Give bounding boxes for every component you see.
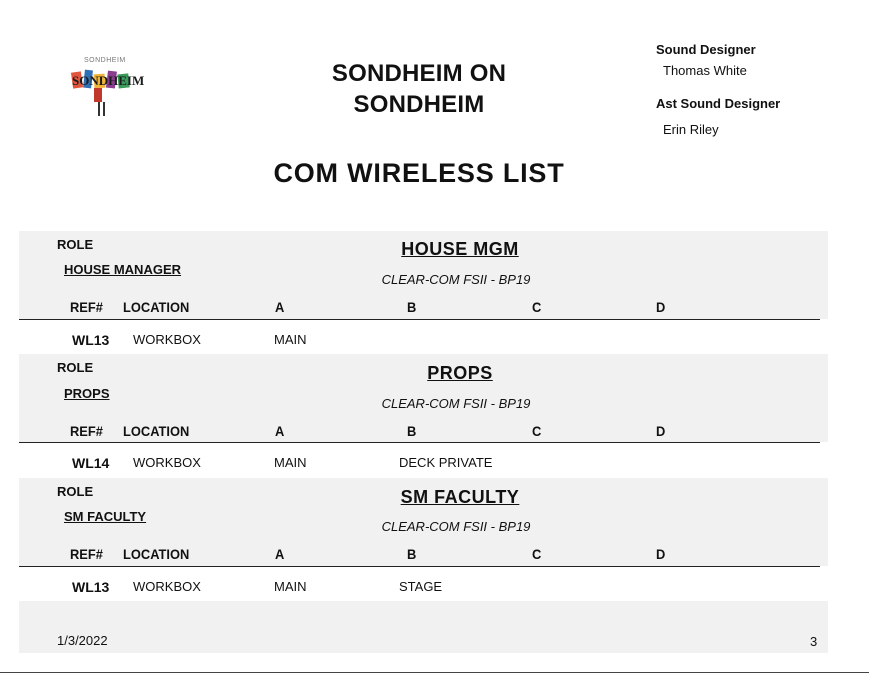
- row-location: WORKBOX: [133, 455, 201, 470]
- ast-sound-designer-name: Erin Riley: [663, 122, 719, 137]
- com-system: CLEAR-COM FSII - BP19: [381, 519, 531, 534]
- sound-designer-name: Thomas White: [663, 63, 747, 78]
- column-header-c: C: [532, 299, 542, 315]
- row-b: STAGE: [399, 579, 443, 594]
- show-logo-art: [54, 50, 146, 122]
- role-label: ROLE: [57, 484, 94, 499]
- row-ref: WL13: [72, 579, 110, 595]
- role-name: SM FACULTY: [64, 509, 147, 524]
- row-ref: WL14: [72, 455, 110, 471]
- row-location: WORKBOX: [133, 579, 201, 594]
- com-system: CLEAR-COM FSII - BP19: [381, 272, 531, 287]
- row-a: MAIN: [274, 455, 307, 470]
- department-title: HOUSE MGM: [401, 239, 519, 259]
- section-divider: [19, 319, 820, 320]
- show-title-line-1: SONDHEIM ON: [331, 60, 507, 87]
- row-a: MAIN: [274, 332, 307, 347]
- column-header-a: A: [275, 546, 285, 562]
- department-title: PROPS: [427, 363, 493, 383]
- sound-designer-label: Sound Designer: [656, 42, 756, 57]
- show-logo: [54, 50, 146, 122]
- column-header-b: B: [407, 546, 417, 562]
- role-name: HOUSE MANAGER: [64, 262, 182, 277]
- show-title: [300, 58, 538, 120]
- role-label: ROLE: [57, 360, 94, 375]
- column-header-c: C: [532, 546, 542, 562]
- column-header-c: C: [532, 423, 542, 439]
- show-title-line-2: SONDHEIM: [353, 91, 485, 118]
- column-header-location: LOCATION: [123, 299, 190, 315]
- section-divider: [19, 442, 820, 443]
- row-b: DECK PRIVATE: [399, 455, 493, 470]
- column-header-location: LOCATION: [123, 546, 190, 562]
- column-header-ref: REF#: [70, 546, 103, 562]
- document-title: COM WIRELESS LIST: [273, 158, 565, 188]
- section-divider: [19, 566, 820, 567]
- page-number: 3: [810, 634, 818, 649]
- column-header-b: B: [407, 299, 417, 315]
- logo-main-text: SONDHEIM: [72, 73, 145, 88]
- footer-band: [19, 601, 828, 653]
- column-header-ref: REF#: [70, 299, 103, 315]
- column-header-a: A: [275, 299, 285, 315]
- row-a: MAIN: [274, 579, 307, 594]
- ast-sound-designer-label: Ast Sound Designer: [656, 96, 781, 111]
- column-header-location: LOCATION: [123, 423, 190, 439]
- column-header-d: D: [656, 546, 666, 562]
- column-header-a: A: [275, 423, 285, 439]
- com-system: CLEAR-COM FSII - BP19: [381, 396, 531, 411]
- role-label: ROLE: [57, 237, 94, 252]
- column-header-ref: REF#: [70, 423, 103, 439]
- role-name: PROPS: [64, 386, 110, 401]
- footer-date: 1/3/2022: [57, 633, 108, 648]
- row-ref: WL13: [72, 332, 110, 348]
- column-header-d: D: [656, 299, 666, 315]
- column-header-d: D: [656, 423, 666, 439]
- logo-top-text: SONDHEIM: [84, 57, 126, 64]
- page-bottom-rule: [0, 672, 869, 673]
- row-location: WORKBOX: [133, 332, 201, 347]
- column-header-b: B: [407, 423, 417, 439]
- department-title: SM FACULTY: [400, 487, 520, 507]
